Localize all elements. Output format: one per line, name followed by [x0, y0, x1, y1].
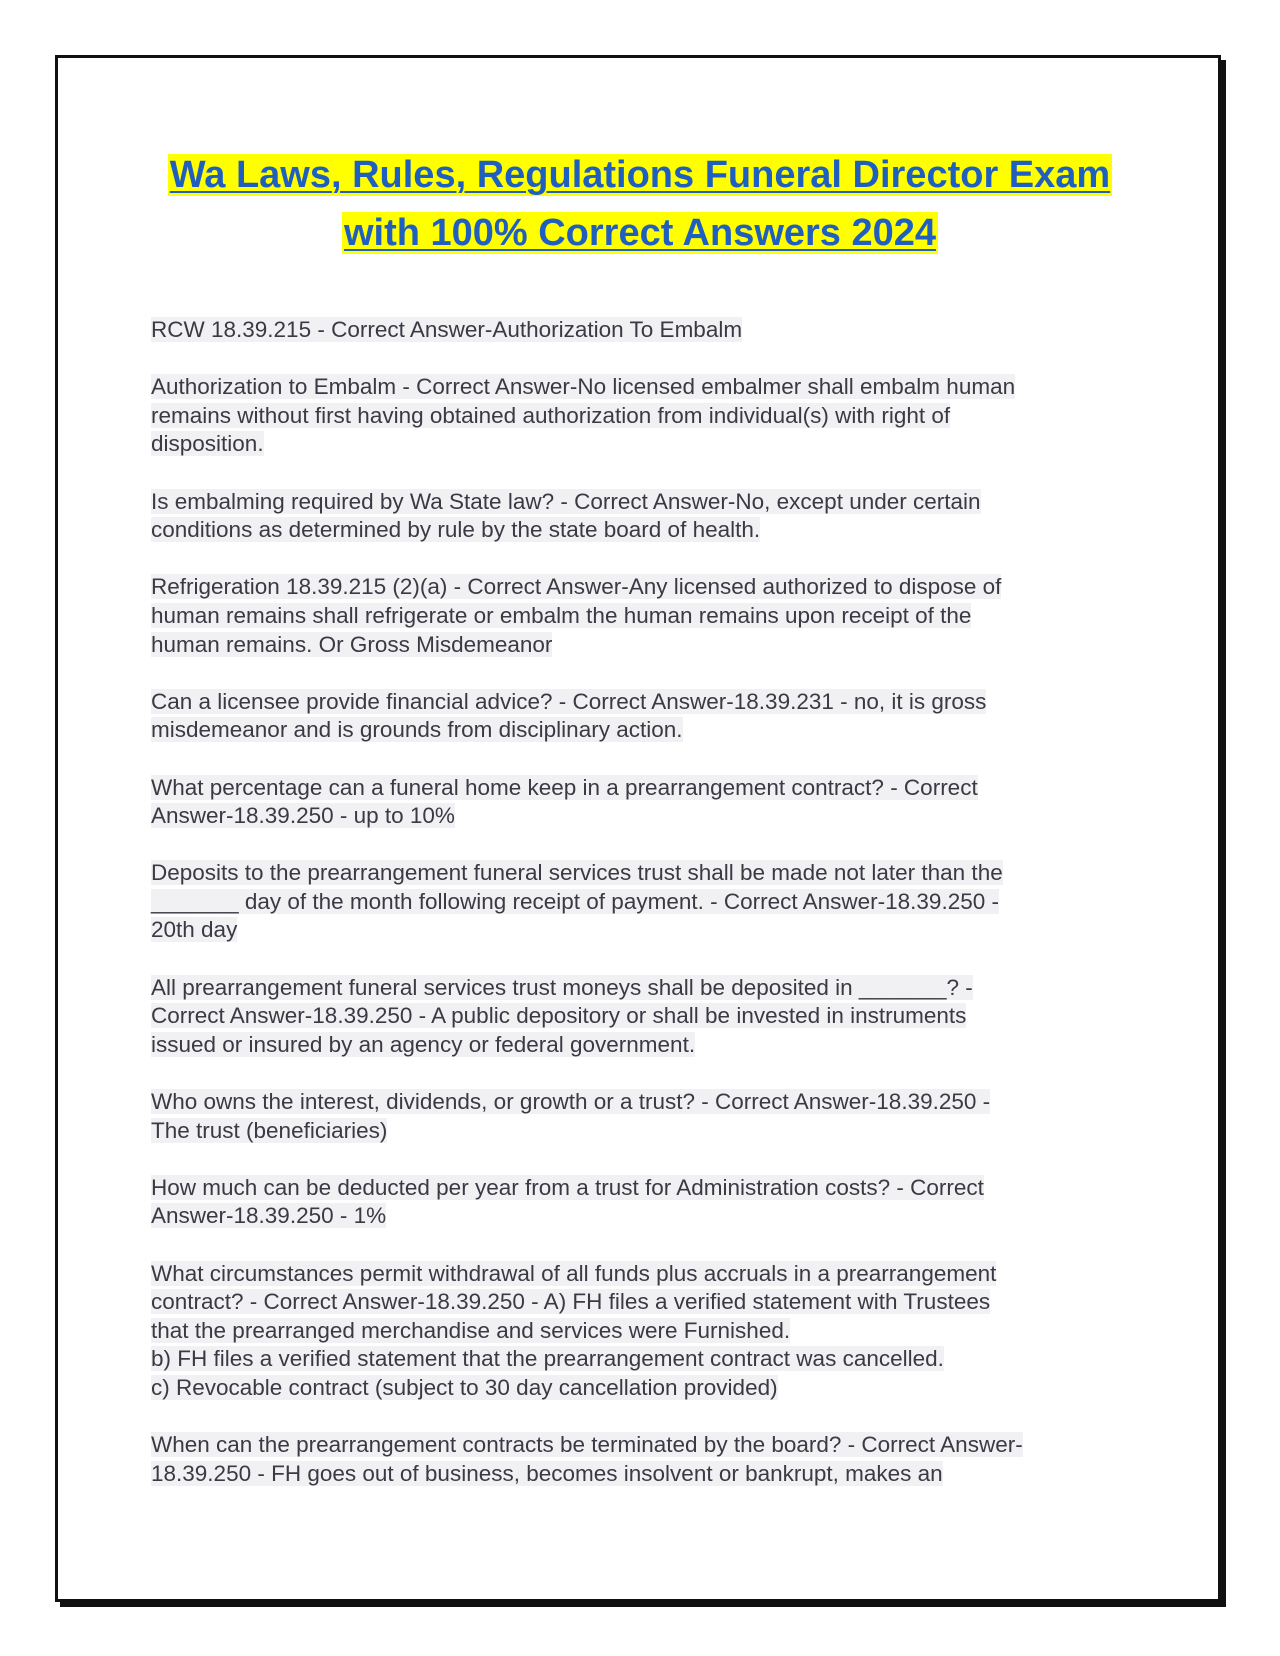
qa-line: _______ day of the month following receipt of payment. - Correct Answer-18.39.250 - — [151, 888, 999, 914]
qa-line: contract? - Correct Answer-18.39.250 - A) FH files a verified statement with Trustees — [151, 1289, 991, 1315]
qa-line: that the prearranged merchandise and services were Furnished. — [151, 1317, 791, 1343]
qa-list — [151, 316, 1141, 1517]
qa-line: RCW 18.39.215 - Correct Answer-Authorization To Embalm — [151, 317, 743, 342]
qa-line: When can the prearrangement contracts be terminated by the board? - Correct Answer- — [151, 1432, 1023, 1458]
qa-line: disposition. — [151, 431, 264, 457]
qa-line: Refrigeration 18.39.215 (2)(a) - Correct Answer-Any licensed authorized to dispose of — [151, 574, 1002, 600]
qa-entry — [151, 688, 1141, 745]
qa-line: How much can be deducted per year from a trust for Administration costs? - Correct — [151, 1174, 984, 1200]
qa-entry — [151, 974, 1141, 1060]
title-line-2: with 100% Correct Answers 2024 — [343, 212, 937, 254]
qa-line: Deposits to the prearrangement funeral services trust shall be made not later than the — [151, 860, 1003, 886]
qa-entry — [151, 1260, 1141, 1403]
qa-line: Can a licensee provide financial advice? - Correct Answer-18.39.231 - no, it is gross — [151, 688, 987, 714]
qa-line: Is embalming required by Wa State law? - Correct Answer-No, except under certain — [151, 488, 981, 514]
qa-line: 20th day — [151, 917, 238, 943]
qa-entry — [151, 859, 1141, 945]
qa-line: human remains shall refrigerate or embalm the human remains upon receipt of the — [151, 602, 972, 628]
qa-line: The trust (beneficiaries) — [151, 1117, 388, 1143]
qa-line: remains without first having obtained authorization from individual(s) with right of — [151, 402, 951, 428]
qa-entry — [151, 316, 1141, 345]
qa-line: Authorization to Embalm - Correct Answer-No licensed embalmer shall embalm human — [151, 374, 1016, 400]
qa-line: Correct Answer-18.39.250 - A public depository or shall be invested in instruments — [151, 1003, 967, 1029]
qa-entry — [151, 1431, 1141, 1488]
qa-line: Answer-18.39.250 - 1% — [151, 1203, 387, 1229]
title-line-1: Wa Laws, Rules, Regulations Funeral Director Exam — [169, 154, 1111, 196]
qa-line: c) Revocable contract (subject to 30 day cancellation provided) — [151, 1374, 778, 1400]
qa-line: human remains. Or Gross Misdemeanor — [151, 631, 553, 657]
qa-line: issued or insured by an agency or federal government. — [151, 1031, 696, 1057]
qa-line: What circumstances permit withdrawal of all funds plus accruals in a prearrangement — [151, 1260, 997, 1286]
qa-entry — [151, 774, 1141, 831]
qa-line: misdemeanor and is grounds from disciplinary action. — [151, 717, 683, 743]
qa-entry — [151, 373, 1141, 459]
qa-entry — [151, 573, 1141, 659]
qa-line: Answer-18.39.250 - up to 10% — [151, 803, 455, 829]
qa-line: b) FH files a verified statement that the prearrangement contract was cancelled. — [151, 1346, 944, 1372]
qa-line: 18.39.250 - FH goes out of business, becomes insolvent or bankrupt, makes an — [151, 1460, 943, 1486]
qa-line: Who owns the interest, dividends, or growth or a trust? - Correct Answer-18.39.250 - — [151, 1089, 991, 1115]
qa-line: conditions as determined by rule by the state board of health. — [151, 517, 761, 543]
qa-entry — [151, 488, 1141, 545]
qa-entry — [151, 1088, 1141, 1145]
qa-entry — [151, 1174, 1141, 1231]
qa-line: What percentage can a funeral home keep in a prearrangement contract? - Correct — [151, 774, 978, 800]
document-title — [100, 146, 1180, 262]
qa-line: All prearrangement funeral services trust moneys shall be deposited in _______? - — [151, 974, 973, 1000]
